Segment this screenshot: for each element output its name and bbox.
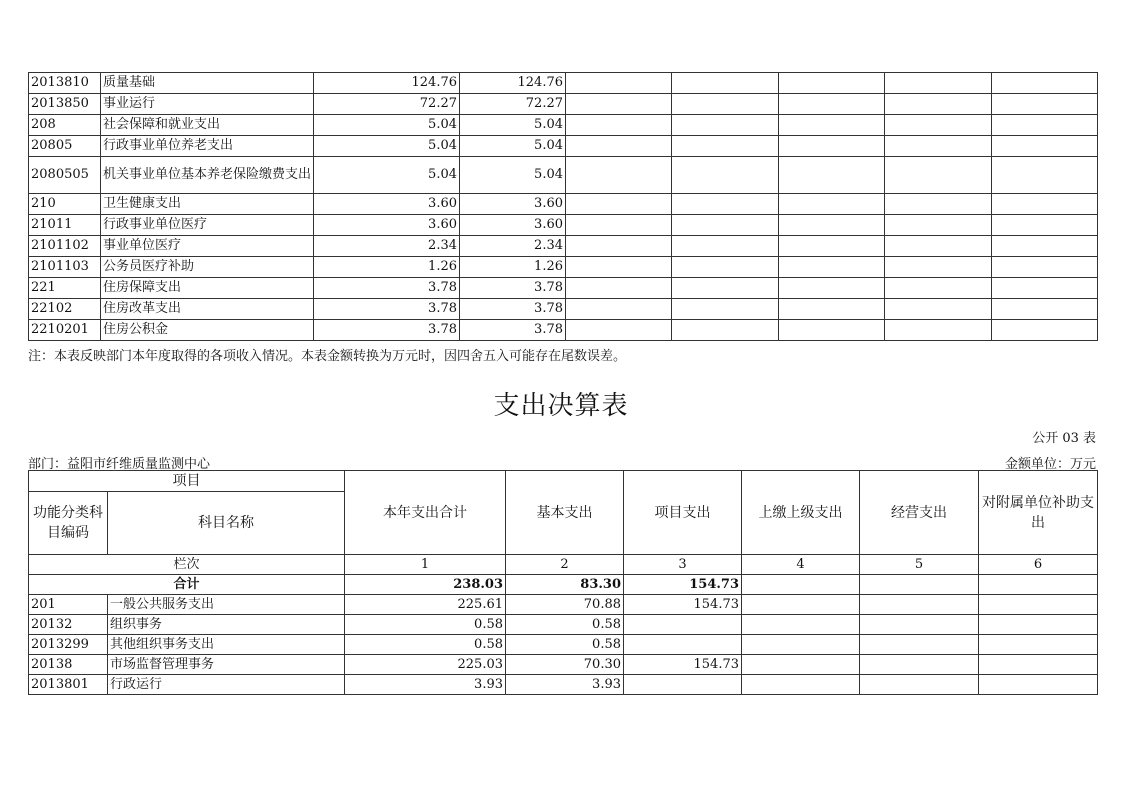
row-total: 3.78 — [314, 320, 460, 341]
row-total: 3.93 — [345, 675, 506, 695]
column-number: 4 — [742, 555, 860, 575]
empty-cell — [992, 320, 1098, 341]
table-row — [29, 595, 1098, 615]
empty-cell — [860, 675, 979, 695]
row-basic: 3.78 — [460, 278, 566, 299]
empty-cell — [779, 136, 885, 157]
row-code: 2080505 — [29, 157, 101, 194]
empty-cell — [992, 73, 1098, 94]
empty-cell — [672, 157, 779, 194]
empty-cell — [779, 257, 885, 278]
empty-cell — [885, 94, 992, 115]
table-row — [29, 136, 1098, 157]
empty-cell — [992, 215, 1098, 236]
row-total: 3.78 — [314, 278, 460, 299]
empty-cell — [885, 236, 992, 257]
row-project: 154.73 — [624, 655, 742, 675]
empty-cell — [779, 215, 885, 236]
empty-cell — [779, 299, 885, 320]
row-code: 2013810 — [29, 73, 101, 94]
row-total: 3.78 — [314, 299, 460, 320]
empty-cell — [566, 320, 672, 341]
row-total: 2.34 — [314, 236, 460, 257]
empty-cell — [672, 236, 779, 257]
row-basic: 5.04 — [460, 115, 566, 136]
row-name: 住房公积金 — [101, 320, 314, 341]
empty-cell — [992, 136, 1098, 157]
row-basic: 0.58 — [506, 615, 624, 635]
empty-cell — [742, 615, 860, 635]
table-row — [29, 236, 1098, 257]
row-name: 其他组织事务支出 — [108, 635, 345, 655]
empty-cell — [885, 157, 992, 194]
column-number: 2 — [506, 555, 624, 575]
header-item: 项目 — [29, 471, 345, 492]
table-row — [29, 157, 1098, 194]
department-label: 部门：益阳市纤维质量监测中心 — [28, 457, 211, 472]
row-code: 20138 — [29, 655, 108, 675]
empty-cell — [566, 278, 672, 299]
empty-cell — [885, 73, 992, 94]
row-name: 市场监督管理事务 — [108, 655, 345, 675]
empty-cell — [860, 615, 979, 635]
empty-cell — [672, 73, 779, 94]
table-row — [29, 278, 1098, 299]
row-code: 2013801 — [29, 675, 108, 695]
table-row — [29, 635, 1098, 655]
column-number: 6 — [979, 555, 1098, 575]
total-project: 154.73 — [624, 575, 742, 595]
row-total: 72.27 — [314, 94, 460, 115]
row-code: 21011 — [29, 215, 101, 236]
row-name: 事业运行 — [101, 94, 314, 115]
row-total: 5.04 — [314, 115, 460, 136]
row-name: 事业单位医疗 — [101, 236, 314, 257]
income-table-continued — [28, 72, 1098, 341]
empty-cell — [779, 73, 885, 94]
empty-cell — [779, 236, 885, 257]
row-basic: 70.88 — [506, 595, 624, 615]
header-code: 功能分类科目编码 — [29, 492, 108, 555]
table-row — [29, 655, 1098, 675]
table-row — [29, 215, 1098, 236]
row-code: 2013850 — [29, 94, 101, 115]
empty-cell — [672, 215, 779, 236]
row-name: 社会保障和就业支出 — [101, 115, 314, 136]
empty-cell — [885, 194, 992, 215]
empty-cell — [992, 257, 1098, 278]
row-name: 质量基础 — [101, 73, 314, 94]
empty-cell — [992, 157, 1098, 194]
row-code: 2101103 — [29, 257, 101, 278]
empty-cell — [742, 595, 860, 615]
empty-cell — [672, 94, 779, 115]
table-note: 注：本表反映部门本年度取得的各项收入情况。本表金额转换为万元时，因四舍五入可能存在尾数误差。 — [28, 349, 627, 364]
empty-cell — [860, 635, 979, 655]
row-name: 组织事务 — [108, 615, 345, 635]
row-name: 行政事业单位养老支出 — [101, 136, 314, 157]
empty-cell — [979, 595, 1098, 615]
row-total: 124.76 — [314, 73, 460, 94]
row-total: 225.61 — [345, 595, 506, 615]
empty-cell — [979, 615, 1098, 635]
form-number: 公开 03 表 — [1032, 431, 1096, 446]
total-amount: 238.03 — [345, 575, 506, 595]
row-code: 221 — [29, 278, 101, 299]
empty-cell — [885, 136, 992, 157]
header-name: 科目名称 — [108, 492, 345, 555]
row-name: 机关事业单位基本养老保险缴费支出 — [101, 157, 314, 194]
table-row — [29, 94, 1098, 115]
empty-cell — [885, 115, 992, 136]
row-project — [624, 635, 742, 655]
row-code: 208 — [29, 115, 101, 136]
row-total: 3.60 — [314, 215, 460, 236]
row-code: 201 — [29, 595, 108, 615]
empty-cell — [742, 675, 860, 695]
header-subsidy: 对附属单位补助支出 — [979, 471, 1098, 555]
expenditure-table — [28, 470, 1098, 695]
empty-cell — [992, 236, 1098, 257]
empty-cell — [885, 215, 992, 236]
column-number: 3 — [624, 555, 742, 575]
row-basic: 5.04 — [460, 157, 566, 194]
empty-cell — [672, 194, 779, 215]
empty-cell — [566, 136, 672, 157]
empty-cell — [672, 299, 779, 320]
empty-cell — [566, 73, 672, 94]
column-row-label: 栏次 — [29, 555, 345, 575]
row-name: 行政事业单位医疗 — [101, 215, 314, 236]
row-basic: 5.04 — [460, 136, 566, 157]
table-row — [29, 194, 1098, 215]
row-name: 一般公共服务支出 — [108, 595, 345, 615]
empty-cell — [779, 320, 885, 341]
row-code: 2101102 — [29, 236, 101, 257]
row-basic: 70.30 — [506, 655, 624, 675]
total-row — [29, 575, 1098, 595]
table-row — [29, 257, 1098, 278]
column-number: 1 — [345, 555, 506, 575]
empty-cell — [979, 675, 1098, 695]
row-code: 20805 — [29, 136, 101, 157]
row-basic: 3.78 — [460, 320, 566, 341]
row-code: 22102 — [29, 299, 101, 320]
empty-cell — [885, 278, 992, 299]
row-code: 210 — [29, 194, 101, 215]
row-code: 2210201 — [29, 320, 101, 341]
row-basic: 3.78 — [460, 299, 566, 320]
row-basic: 1.26 — [460, 257, 566, 278]
row-total: 225.03 — [345, 655, 506, 675]
total-label: 合计 — [29, 575, 345, 595]
row-code: 20132 — [29, 615, 108, 635]
empty-cell — [779, 157, 885, 194]
row-total: 1.26 — [314, 257, 460, 278]
empty-cell — [992, 299, 1098, 320]
row-project — [624, 615, 742, 635]
header-total: 本年支出合计 — [345, 471, 506, 555]
table-row — [29, 115, 1098, 136]
column-number: 5 — [860, 555, 979, 575]
empty-cell — [860, 655, 979, 675]
empty-cell — [672, 136, 779, 157]
empty-cell — [566, 236, 672, 257]
row-basic: 3.60 — [460, 194, 566, 215]
empty-cell — [885, 257, 992, 278]
row-total: 0.58 — [345, 615, 506, 635]
header-remit: 上缴上级支出 — [742, 471, 860, 555]
empty-cell — [979, 655, 1098, 675]
empty-cell — [672, 278, 779, 299]
row-name: 行政运行 — [108, 675, 345, 695]
empty-cell — [885, 299, 992, 320]
empty-cell — [885, 320, 992, 341]
header-basic: 基本支出 — [506, 471, 624, 555]
empty-cell — [742, 635, 860, 655]
empty-cell — [566, 194, 672, 215]
empty-cell — [672, 320, 779, 341]
row-total: 5.04 — [314, 157, 460, 194]
empty-cell — [566, 94, 672, 115]
empty-cell — [566, 215, 672, 236]
row-basic: 0.58 — [506, 635, 624, 655]
empty-cell — [979, 635, 1098, 655]
row-name: 住房改革支出 — [101, 299, 314, 320]
row-basic: 124.76 — [460, 73, 566, 94]
table-row — [29, 615, 1098, 635]
row-project: 154.73 — [624, 595, 742, 615]
empty-cell — [566, 299, 672, 320]
header-project: 项目支出 — [624, 471, 742, 555]
header-business: 经营支出 — [860, 471, 979, 555]
table-row — [29, 675, 1098, 695]
empty-cell — [566, 157, 672, 194]
empty-cell — [779, 278, 885, 299]
empty-cell — [860, 595, 979, 615]
row-project — [624, 675, 742, 695]
table-row — [29, 320, 1098, 341]
empty-cell — [779, 94, 885, 115]
empty-cell — [566, 257, 672, 278]
row-total: 3.60 — [314, 194, 460, 215]
empty-cell — [992, 94, 1098, 115]
total-basic: 83.30 — [506, 575, 624, 595]
row-total: 0.58 — [345, 635, 506, 655]
amount-unit-label: 金额单位：万元 — [1004, 457, 1096, 472]
empty-cell — [779, 115, 885, 136]
empty-cell — [779, 194, 885, 215]
row-basic: 3.60 — [460, 215, 566, 236]
empty-cell — [992, 115, 1098, 136]
empty-cell — [672, 115, 779, 136]
empty-cell — [992, 194, 1098, 215]
empty-cell — [992, 278, 1098, 299]
page-title: 支出决算表 — [493, 391, 629, 421]
row-basic: 2.34 — [460, 236, 566, 257]
row-name: 公务员医疗补助 — [101, 257, 314, 278]
row-basic: 72.27 — [460, 94, 566, 115]
empty-cell — [672, 257, 779, 278]
table-row — [29, 73, 1098, 94]
row-basic: 3.93 — [506, 675, 624, 695]
row-code: 2013299 — [29, 635, 108, 655]
row-total: 5.04 — [314, 136, 460, 157]
empty-cell — [742, 655, 860, 675]
row-name: 卫生健康支出 — [101, 194, 314, 215]
row-name: 住房保障支出 — [101, 278, 314, 299]
table-row — [29, 299, 1098, 320]
empty-cell — [566, 115, 672, 136]
